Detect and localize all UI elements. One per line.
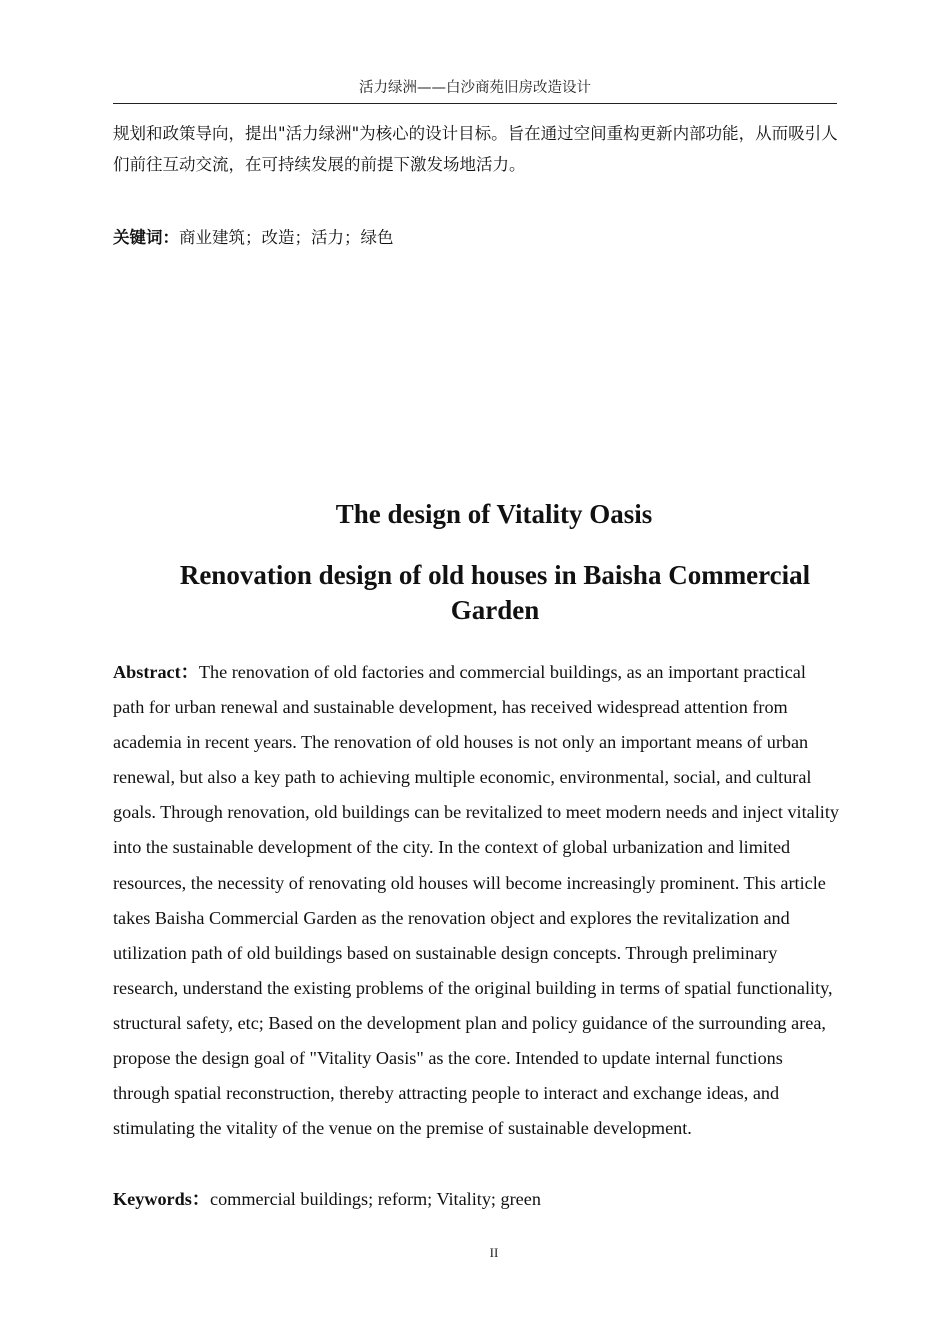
english-keywords-text: commercial buildings; reform; Vitality; green <box>210 1189 541 1209</box>
running-header: 活力绿洲——白沙商苑旧房改造设计 <box>359 80 591 96</box>
english-abstract <box>113 655 840 1146</box>
chinese-keywords <box>113 224 837 252</box>
english-keywords <box>113 1184 837 1214</box>
chinese-keywords-text: 商业建筑；改造；活力；绿色 <box>179 228 394 247</box>
chinese-abstract-continuation: 规划和政策导向，提出"活力绿洲"为核心的设计目标。旨在通过空间重构更新内部功能，从而吸引人们前往互动交流，在可持续发展的前提下激发场地活力。 <box>113 124 838 174</box>
english-title: The design of Vitality Oasis <box>335 499 653 529</box>
english-keywords-label: Keywords： <box>113 1189 210 1209</box>
english-abstract-label: Abstract： <box>113 662 199 682</box>
english-abstract-text: The renovation of old factories and commercial buildings, as an important practical path for urban renewal and sustainable development, has received widespread attention from academia in recent years. The renovation of old houses is not only an important means of urban renewal, but also a key path to achieving multiple economic, environmental, social, and cultural goals. Through renovation, old buildings can be revitalized to meet modern needs and inject vitality into the sustainable development of the city. In the context of global urbanization and limited resources, the necessity of renovating old houses will become increasingly prominent. This article takes Baisha Commercial Garden as the renovation object and explores the revitalization and utilization path of old buildings based on sustainable design concepts. Through preliminary research, understand the existing problems of the original building in terms of spatial functionality, structural safety, etc; Based on the development plan and policy guidance of the surrounding area, propose the design goal of "Vitality Oasis" as the core. Intended to update internal functions through spatial reconstruction, thereby attracting people to interact and exchange ideas, and stimulating the vitality of the venue on the premise of sustainable development. <box>113 662 839 1139</box>
chinese-keywords-label: 关键词： <box>113 228 179 247</box>
english-subtitle: Renovation design of old houses in Baisha Commercial Garden <box>179 560 811 625</box>
page-number: II <box>489 1245 499 1260</box>
header-rule <box>113 103 837 104</box>
